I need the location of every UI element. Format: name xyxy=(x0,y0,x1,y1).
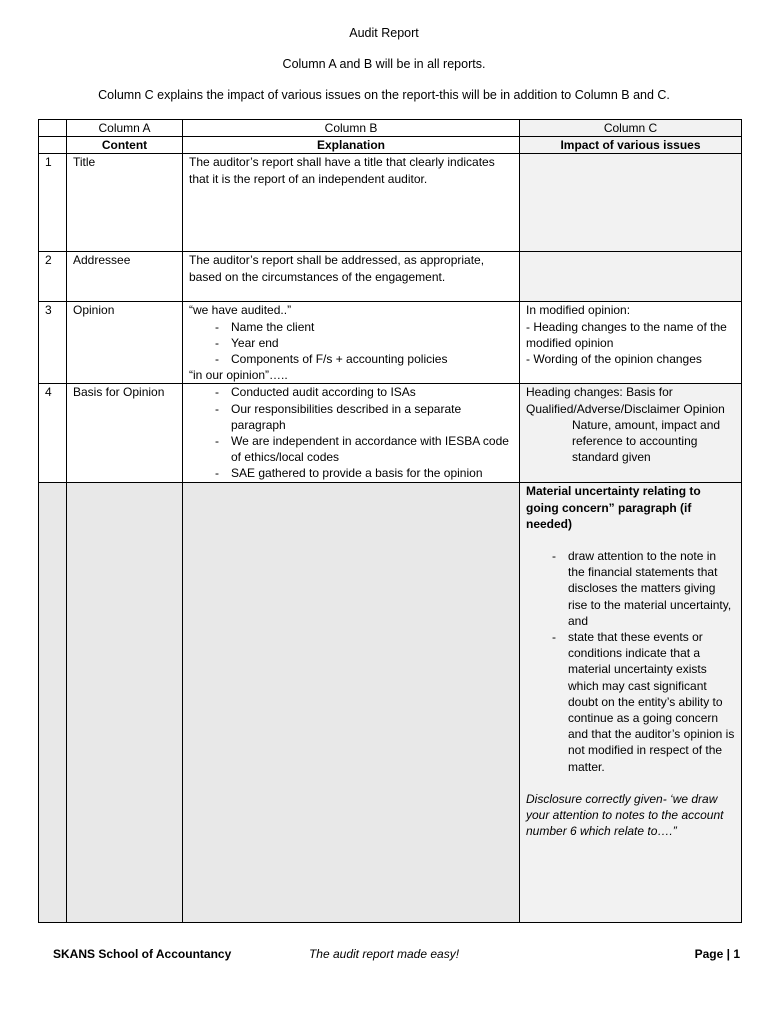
row-impact xyxy=(520,483,742,923)
list-item-dash: - xyxy=(552,630,556,645)
row-number: 1 xyxy=(39,154,67,252)
footer-tagline: The audit report made easy! xyxy=(308,947,460,961)
row-explanation xyxy=(183,384,520,483)
row-number: 2 xyxy=(39,252,67,302)
table-row xyxy=(39,252,742,302)
list-item-dash: - xyxy=(552,549,556,564)
list-item xyxy=(189,319,513,335)
table-row xyxy=(39,384,742,483)
list-item-text: state that these events or conditions indicate that a material uncertainty exists which may cast significant doubt on the entity’s ability to continue as a going concern and that the auditor’s opinion is not modified in respect of the matter. xyxy=(568,630,735,774)
table-row xyxy=(39,154,742,252)
subheader-col-c: Impact of various issues xyxy=(520,137,742,154)
list-item-dash: - xyxy=(215,466,219,481)
row-number: 3 xyxy=(39,302,67,384)
list-item xyxy=(189,401,513,433)
row-number: 4 xyxy=(39,384,67,483)
impact-list xyxy=(526,548,735,775)
row-content: Title xyxy=(67,154,183,252)
row-explanation xyxy=(183,302,520,384)
row-content xyxy=(67,483,183,923)
row-content: Basis for Opinion xyxy=(67,384,183,483)
list-item xyxy=(526,548,735,629)
row-number xyxy=(39,483,67,923)
list-item-text: draw attention to the note in the financial statements that discloses the matters giving rise to the material uncertainty, and xyxy=(568,549,732,628)
list-item xyxy=(189,335,513,351)
row-explanation: The auditor’s report shall have a title that clearly indicates that it is the report of an independent auditor. xyxy=(183,154,520,252)
header-col-b: Column B xyxy=(183,120,520,137)
impact-intro: In modified opinion: xyxy=(526,303,631,318)
explanation-list xyxy=(189,384,513,481)
row-explanation: The auditor’s report shall be addressed, as appropriate, based on the circumstances of the engagement. xyxy=(183,252,520,302)
list-item-text: We are independent in accordance with IESBA code of ethics/local codes xyxy=(231,434,509,465)
header-col-a: Column A xyxy=(67,120,183,137)
table-subheader-row xyxy=(39,137,742,154)
row-impact xyxy=(520,154,742,252)
intro-line-2: Column C explains the impact of various issues on the report-this will be in addition to Column B and C. xyxy=(98,88,670,102)
header-num xyxy=(39,120,67,137)
explanation-outro: “in our opinion”….. xyxy=(189,368,288,383)
table-header-row xyxy=(39,120,742,137)
row-content: Opinion xyxy=(67,302,183,384)
table-row xyxy=(39,483,742,923)
list-item-text: SAE gathered to provide a basis for the opinion xyxy=(231,466,483,481)
subheader-col-b: Explanation xyxy=(183,137,520,154)
impact-line: - Heading changes to the name of the modified opinion xyxy=(526,319,727,350)
impact-intro: Heading changes: Basis for Qualified/Adverse/Disclaimer Opinion xyxy=(526,385,725,416)
subheader-num xyxy=(39,137,67,154)
footer-school-name: SKANS School of Accountancy xyxy=(53,947,232,961)
list-item-dash: - xyxy=(215,335,219,350)
list-item-text: Our responsibilities described in a separate paragraph xyxy=(231,401,462,432)
list-item xyxy=(189,384,513,400)
list-item xyxy=(526,629,735,775)
row-explanation xyxy=(183,483,520,923)
list-item-dash: - xyxy=(215,401,219,416)
list-item-dash: - xyxy=(215,385,219,400)
list-item-dash: - xyxy=(215,352,219,367)
list-item-text: Conducted audit according to ISAs xyxy=(231,385,416,400)
header-col-c: Column C xyxy=(520,120,742,137)
impact-indented-note: Nature, amount, impact and reference to accounting standard given xyxy=(572,417,721,465)
row-content: Addressee xyxy=(67,252,183,302)
audit-report-table xyxy=(38,119,742,923)
list-item-dash: - xyxy=(215,434,219,449)
list-item-text: Components of F/s + accounting policies xyxy=(231,352,448,367)
report-title: Audit Report xyxy=(349,26,419,40)
page-footer xyxy=(0,947,768,967)
row-impact xyxy=(520,302,742,384)
intro-line-1: Column A and B will be in all reports. xyxy=(282,57,486,71)
impact-heading: Material uncertainty relating to going concern” paragraph (if needed) xyxy=(526,484,701,531)
footer-page-number: Page | 1 xyxy=(694,947,740,961)
list-item-dash: - xyxy=(215,319,219,334)
row-impact xyxy=(520,384,742,483)
subheader-col-a: Content xyxy=(67,137,183,154)
list-item xyxy=(189,433,513,465)
list-item xyxy=(189,465,513,481)
row-impact xyxy=(520,252,742,302)
table-row xyxy=(39,302,742,384)
impact-note: Disclosure correctly given- ‘we draw your attention to notes to the account number 6 which relate to….” xyxy=(526,791,724,839)
explanation-intro: “we have audited..” xyxy=(189,303,292,318)
impact-line: - Wording of the opinion changes xyxy=(526,352,702,367)
list-item-text: Year end xyxy=(231,335,279,350)
list-item-text: Name the client xyxy=(231,319,315,334)
explanation-list xyxy=(189,319,513,368)
list-item xyxy=(189,351,513,367)
